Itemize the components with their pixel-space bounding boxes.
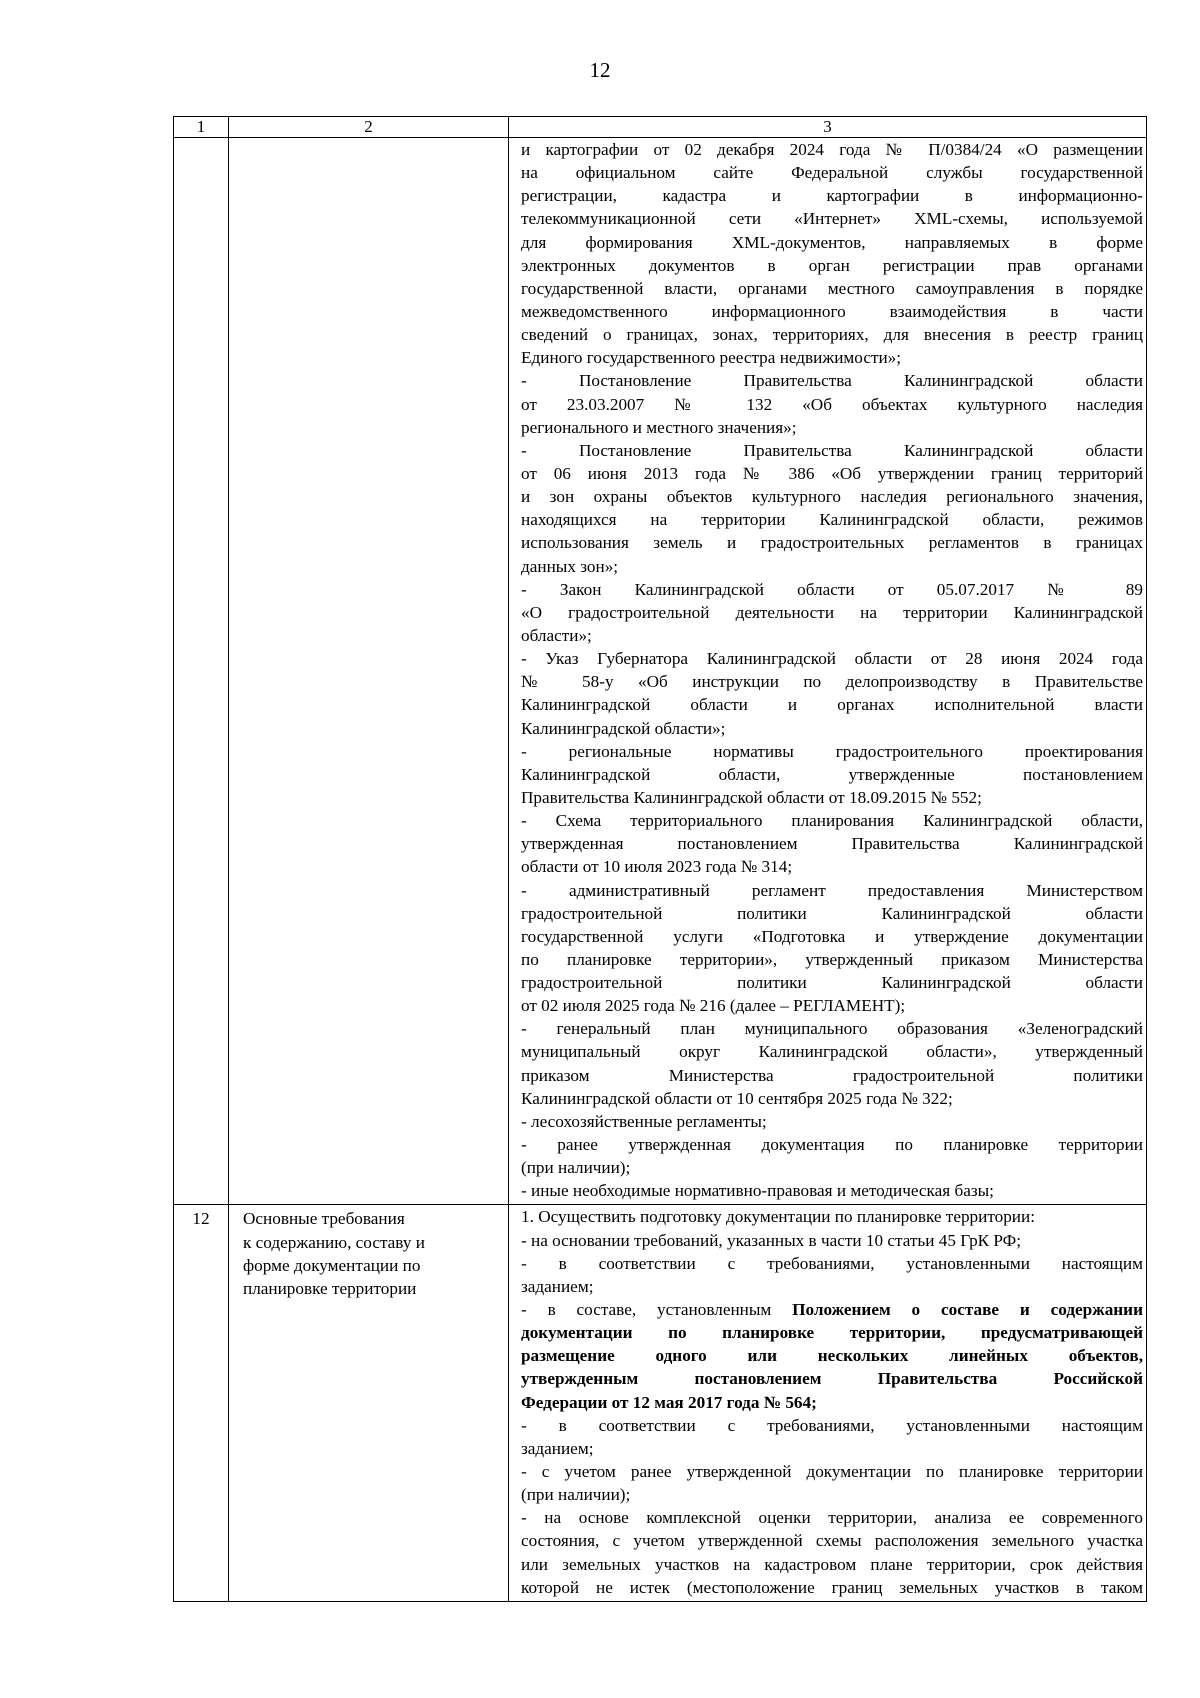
text-line: Единого государственного реестра недвижимости»;: [521, 348, 902, 368]
text-line: градостроительной политики Калининградской области: [521, 903, 1143, 923]
text-line: или земельных участков на кадастровом плане территории, срок действия: [521, 1554, 1143, 1574]
content-lines: [521, 138, 1143, 1202]
text-line: - региональные нормативы градостроительного проектирования: [521, 741, 1143, 761]
text-line: Калининградской области»;: [521, 718, 726, 738]
text-line: [521, 1298, 1143, 1321]
text-line: - генеральный план муниципального образования «Зеленоградский: [521, 1019, 1143, 1039]
text-line: на официальном сайте Федеральной службы государственной: [521, 163, 1143, 183]
column-header-3: 3: [509, 117, 1147, 138]
row-title-line: к содержанию, составу и: [243, 1232, 425, 1252]
text-line: от 23.03.2007 № 132 «Об объектах культурного наследия: [521, 394, 1143, 414]
text-line: государственной власти, органами местного самоуправления в порядке: [521, 278, 1143, 298]
column-header-1: 1: [174, 117, 229, 138]
text-line: телекоммуникационной сети «Интернет» XML-схемы, используемой: [521, 209, 1143, 229]
text-line: и картографии от 02 декабря 2024 года № П/0384/24 «О размещении: [521, 140, 1143, 159]
text-line: - ранее утвержденная документация по планировке территории: [521, 1135, 1143, 1155]
text-line: регистрации, кадастра и картографии в информационно-: [521, 186, 1143, 206]
text-line: - иные необходимые нормативно-правовая и методическая базы;: [521, 1181, 994, 1201]
row-number-cell: [174, 138, 229, 1205]
text-line: сведений о границах, зонах, территориях, для внесения в реестр границ: [521, 325, 1143, 345]
text-line: от 02 июля 2025 года № 216 (далее – РЕГЛАМЕНТ);: [521, 996, 906, 1016]
text-line: для формирования XML-документов, направляемых в форме: [521, 232, 1143, 252]
column-header-2: 2: [229, 117, 509, 138]
text-line: - административный регламент предоставления Министерством: [521, 880, 1143, 900]
text-line: электронных документов в орган регистрации прав органами: [521, 255, 1143, 275]
text-line: находящихся на территории Калининградской области, режимов: [521, 510, 1143, 530]
text-line: - Постановление Правительства Калининградской области: [521, 440, 1143, 460]
text-line: «О градостроительной деятельности на территории Калининградской: [521, 602, 1143, 622]
text-line: области»;: [521, 625, 592, 645]
table-header-row: [174, 117, 1147, 138]
page-number: 12: [589, 58, 611, 82]
text-line: - лесохозяйственные регламенты;: [521, 1111, 767, 1131]
text-line: - Схема территориального планирования Калининградской области,: [521, 811, 1143, 831]
text-line: Калининградской области и органах исполнительной власти: [521, 695, 1143, 715]
text-line: государственной услуги «Подготовка и утверждение документации: [521, 926, 1143, 946]
text-line: - Указ Губернатора Калининградской области от 28 июня 2024 года: [521, 649, 1143, 669]
text-line: муниципальный округ Калининградской области», утвержденный: [521, 1042, 1143, 1062]
text-line: межведомственного информационного взаимодействия в части: [521, 301, 1143, 321]
row-title-line: планировке территории: [243, 1278, 417, 1298]
text-line: состояния, с учетом утвержденной схемы расположения земельного участка: [521, 1531, 1143, 1551]
text-line: документации по планировке территории, предусматривающей: [521, 1323, 1143, 1343]
text-line: которой не истек (местоположение границ земельных участков в таком: [521, 1577, 1143, 1597]
text-line: использования земель и градостроительных регламентов в границах: [521, 533, 1143, 553]
text-line: заданием;: [521, 1276, 594, 1296]
text-line: Калининградской области, утвержденные постановлением: [521, 764, 1143, 784]
row-title-cell: [229, 1205, 509, 1601]
row-title-line: Основные требования: [243, 1209, 405, 1229]
text-line: Федерации от 12 мая 2017 года № 564;: [521, 1392, 817, 1412]
text-line: утвержденным постановлением Правительства Российской: [521, 1369, 1143, 1389]
text-line: данных зон»;: [521, 556, 619, 576]
text-line: - в соответствии с требованиями, установленными настоящим: [521, 1253, 1143, 1273]
row-content-cell: [509, 1205, 1147, 1601]
text-line: заданием;: [521, 1438, 594, 1458]
text-line: - на основе комплексной оценки территории, анализа ее современного: [521, 1508, 1143, 1528]
text-line: - Постановление Правительства Калининградской области: [521, 371, 1143, 391]
text-line: - с учетом ранее утвержденной документации по планировке территории: [521, 1462, 1143, 1482]
text-line: градостроительной политики Калининградской области: [521, 973, 1143, 993]
text-line: и зон охраны объектов культурного наследия регионального значения,: [521, 487, 1143, 507]
table-row-continuation: [174, 138, 1147, 1205]
text-line: области от 10 июля 2023 года № 314;: [521, 857, 793, 877]
text-line: по планировке территории», утвержденный приказом Министерства: [521, 949, 1143, 969]
text-line: размещение одного или нескольких линейных объектов,: [521, 1346, 1143, 1366]
text-line: приказом Министерства градостроительной политики: [521, 1065, 1143, 1085]
row-title-cell: [229, 138, 509, 1205]
text-line: Калининградской области от 10 сентября 2025 года № 322;: [521, 1088, 953, 1108]
row-title-line: форме документации по: [243, 1255, 421, 1275]
text-line: Правительства Калининградской области от 18.09.2015 № 552;: [521, 787, 982, 807]
text-line: (при наличии);: [521, 1485, 631, 1505]
requirements-table: [173, 116, 1147, 1602]
text-line: 1. Осуществить подготовку документации по планировке территории:: [521, 1207, 1035, 1227]
text-line: утвержденная постановлением Правительства Калининградской: [521, 834, 1143, 854]
table-row-12: [174, 1205, 1147, 1601]
bold-text-segment: Положением о составе и содержании: [792, 1300, 1143, 1320]
content-lines: [521, 1205, 1143, 1598]
text-line: - Закон Калининградской области от 05.07.2017 № 89: [521, 579, 1143, 599]
text-line: (при наличии);: [521, 1158, 631, 1178]
text-line: - на основании требований, указанных в части 10 статьи 45 ГрК РФ;: [521, 1230, 1022, 1250]
row-number-cell: 12: [174, 1205, 229, 1601]
text-segment: - в составе, установленным: [521, 1300, 772, 1320]
text-line: № 58-у «Об инструкции по делопроизводству в Правительстве: [521, 672, 1143, 692]
text-line: - в соответствии с требованиями, установленными настоящим: [521, 1415, 1143, 1435]
text-line: от 06 июня 2013 года № 386 «Об утверждении границ территорий: [521, 463, 1143, 483]
row-content-cell: [509, 138, 1147, 1205]
text-line: регионального и местного значения»;: [521, 417, 797, 437]
